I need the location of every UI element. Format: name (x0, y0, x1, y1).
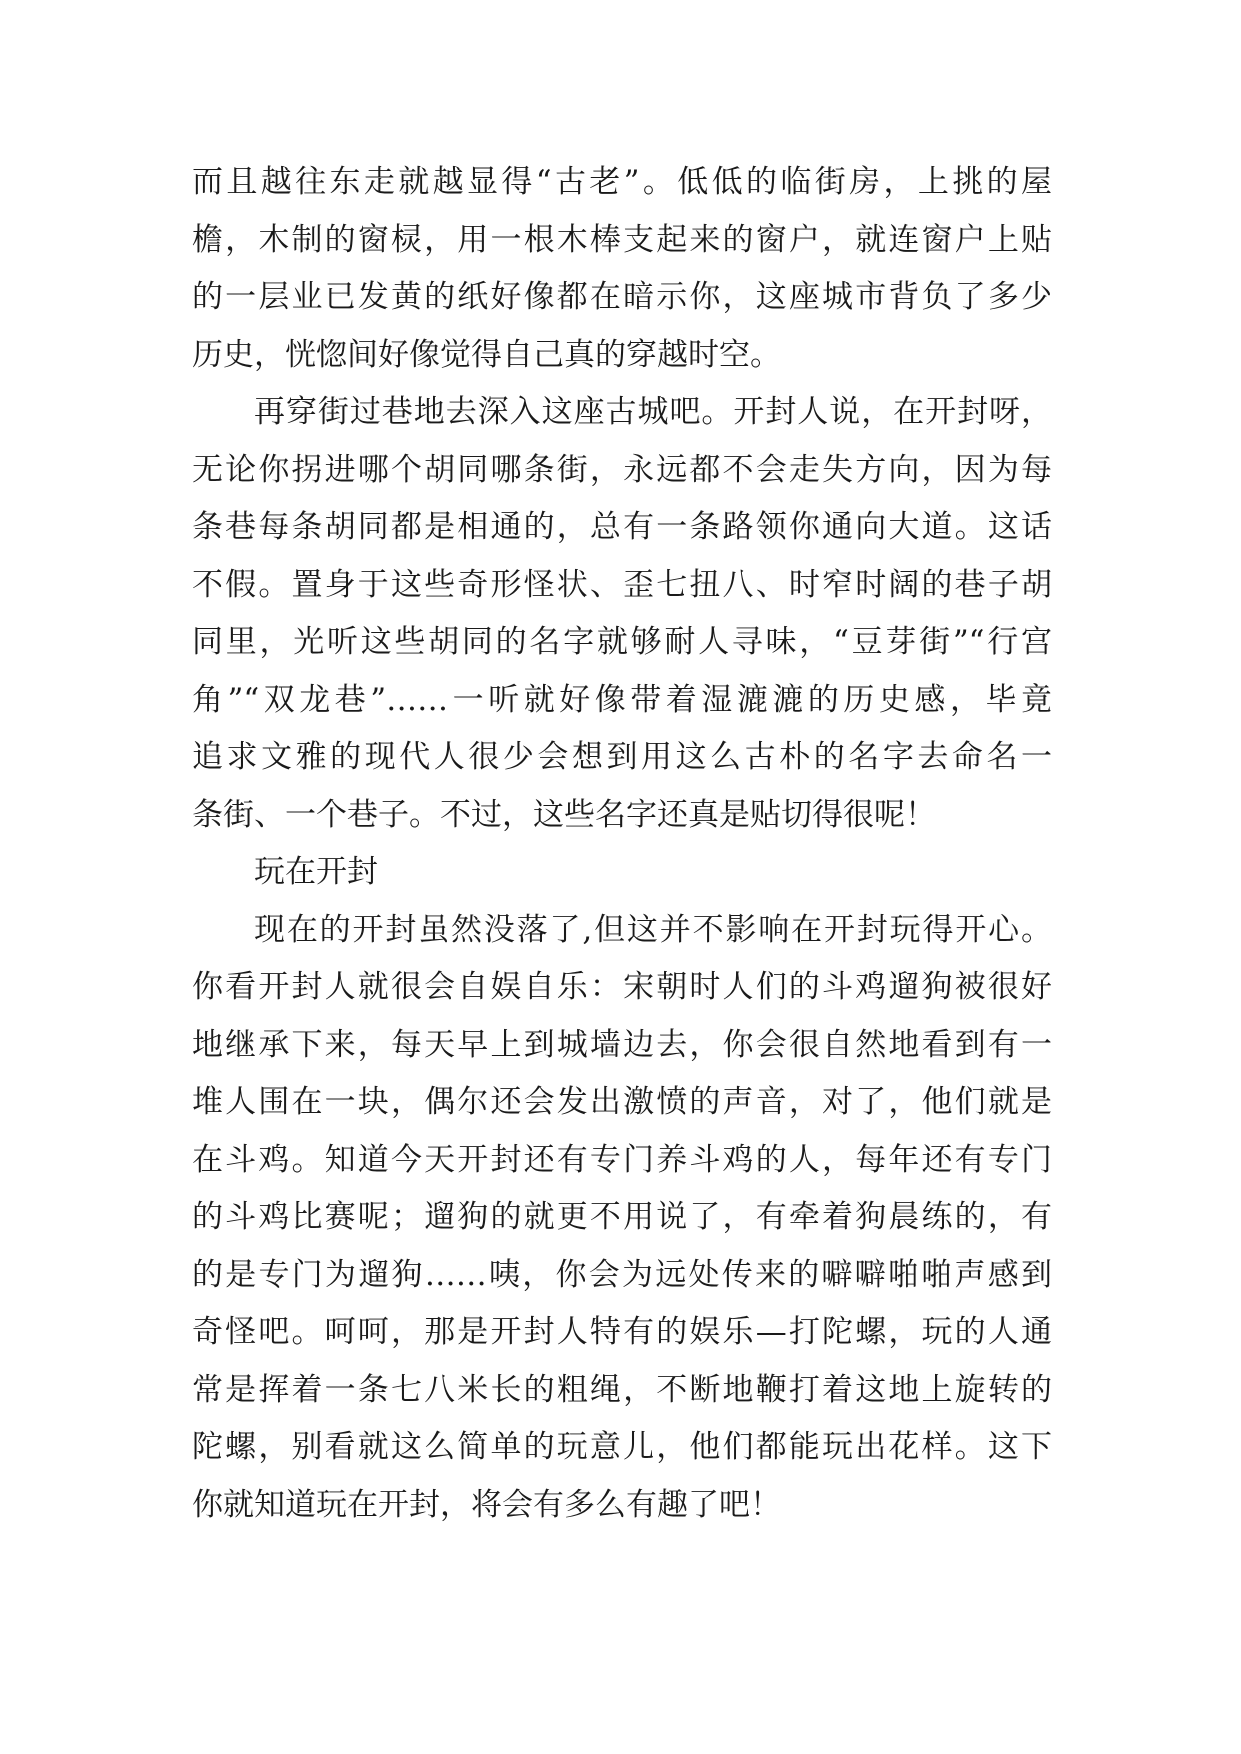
section-heading: 玩在开封 (254, 854, 378, 890)
text-line: 条巷每条胡同都是相通的，总有一条路领你通向大道。这话 (192, 509, 1052, 545)
text-line: 檐，木制的窗棂，用一根木棒支起来的窗户，就连窗户上贴 (192, 221, 1052, 258)
text-line: 条街、一个巷子。不过，这些名字还真是贴切得很呢！ (192, 796, 936, 833)
text-line: 不假。置身于这些奇形怪状、歪七扭八、时窄时阔的巷子胡 (192, 566, 1052, 603)
text-line: 你就知道玩在开封，将会有多么有趣了吧！ (192, 1486, 781, 1523)
text-line: 地继承下来，每天早上到城墙边去，你会很自然地看到有一 (192, 1026, 1052, 1063)
text-line: 历史，恍惚间好像觉得自己真的穿越时空。 (192, 336, 781, 373)
text-line: 奇怪吧。呵呵，那是开封人特有的娱乐—打陀螺，玩的人通 (192, 1314, 1052, 1350)
text-line: 而且越往东走就越显得“古老”。低低的临街房，上挑的屋 (192, 164, 1052, 200)
text-line: 堆人围在一块，偶尔还会发出激愤的声音，对了，他们就是 (192, 1084, 1052, 1120)
text-line: 的一层业已发黄的纸好像都在暗示你，这座城市背负了多少 (192, 279, 1052, 315)
text-line: 在斗鸡。知道今天开封还有专门养斗鸡的人，每年还有专门 (192, 1141, 1052, 1178)
text-line: 追求文雅的现代人很少会想到用这么古朴的名字去命名一 (192, 739, 1052, 775)
text-line: 你看开封人就很会自娱自乐：宋朝时人们的斗鸡遛狗被很好 (192, 969, 1052, 1005)
text-line: 的斗鸡比赛呢；遛狗的就更不用说了，有牵着狗晨练的，有 (192, 1199, 1052, 1235)
text-line: 再穿街过巷地去深入这座古城吧。开封人说，在开封呀， (254, 394, 1052, 430)
text-line: 常是挥着一条七八米长的粗绳，不断地鞭打着这地上旋转的 (192, 1371, 1052, 1408)
text-line: 角”“双龙巷”……一听就好像带着湿漉漉的历史感，毕竟 (192, 681, 1052, 718)
text-line: 的是专门为遛狗……咦，你会为远处传来的噼噼啪啪声感到 (192, 1256, 1052, 1293)
text-line: 现在的开封虽然没落了,但这并不影响在开封玩得开心。 (254, 911, 1052, 948)
text-line: 同里，光听这些胡同的名字就够耐人寻味，“豆芽街”“行宫 (192, 624, 1052, 660)
text-line: 无论你拐进哪个胡同哪条街，永远都不会走失方向，因为每 (192, 451, 1052, 488)
text-line: 陀螺，别看就这么简单的玩意儿，他们都能玩出花样。这下 (192, 1429, 1052, 1465)
body-text (192, 154, 1052, 1534)
